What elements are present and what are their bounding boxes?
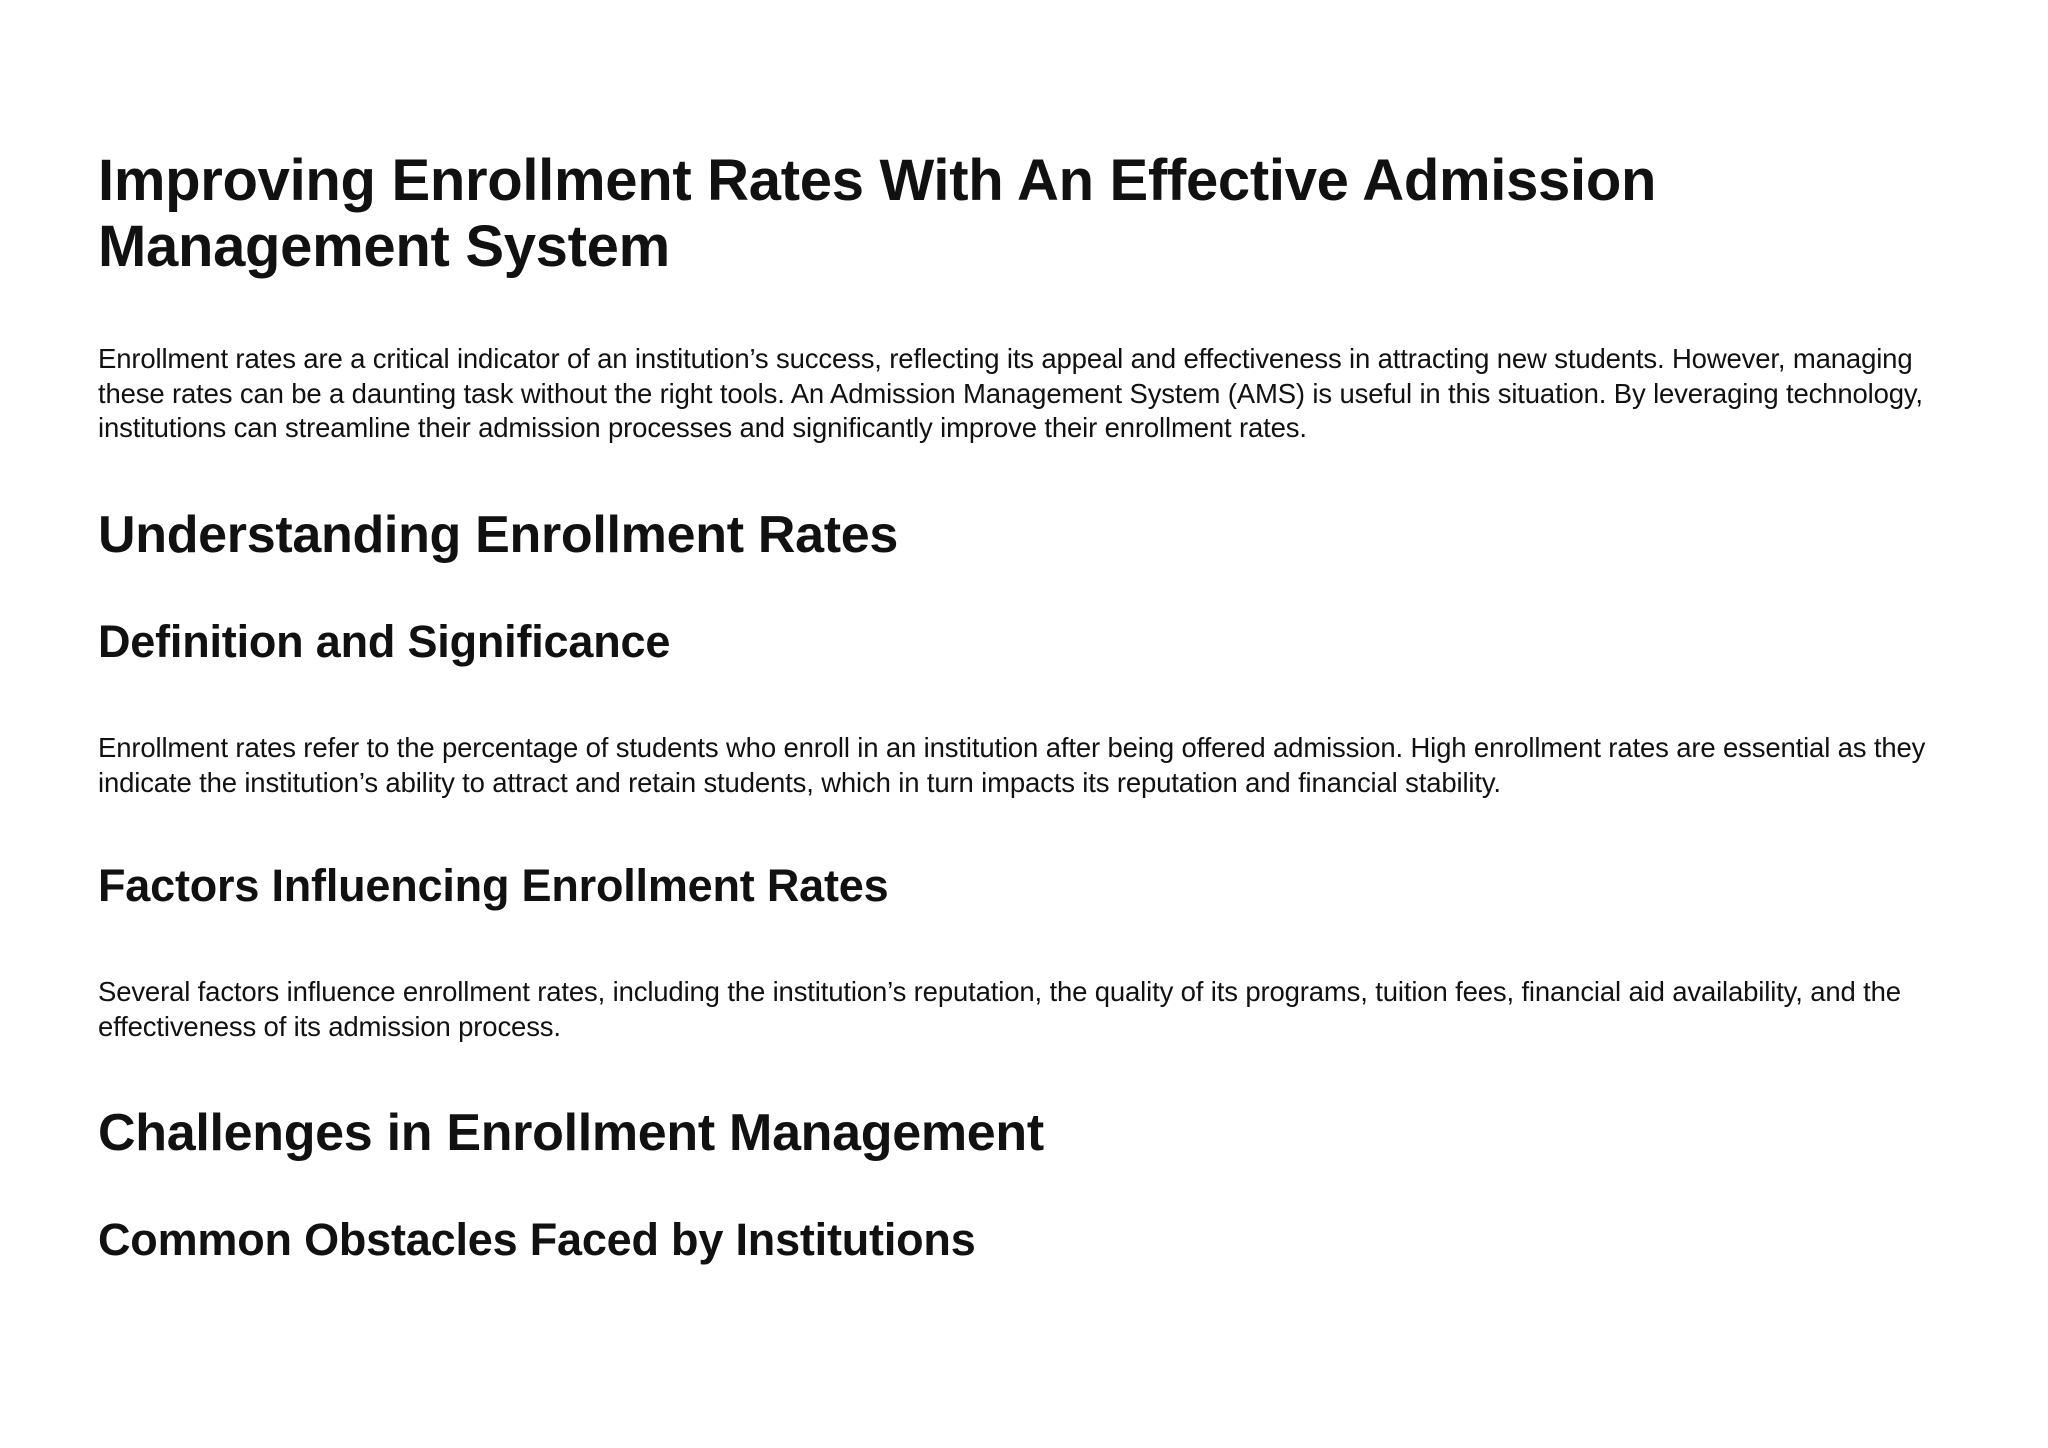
section-heading-understanding-enrollment-rates: Understanding Enrollment Rates [98, 506, 898, 564]
document-title: Improving Enrollment Rates With An Effective Admission Management System [98, 148, 1657, 279]
subsection-heading-common-obstacles: Common Obstacles Faced by Institutions [98, 1214, 976, 1265]
factors-paragraph: Several factors influence enrollment rates, including the institution’s reputation, the quality of its programs, tuition fees, financial aid availability, and the effectiveness of its admission process. [98, 976, 1901, 1042]
subsection-heading-definition-and-significance: Definition and Significance [98, 616, 671, 667]
section-heading-challenges: Challenges in Enrollment Management [98, 1104, 1044, 1162]
definition-paragraph: Enrollment rates refer to the percentage of students who enroll in an institution after being offered admission. High enrollment rates are essential as they indicate the institution’s ability to attract and retain students, which in turn impacts its reputation and financial stability. [98, 732, 1926, 798]
subsection-heading-factors-influencing: Factors Influencing Enrollment Rates [98, 860, 889, 911]
intro-paragraph: Enrollment rates are a critical indicator of an institution’s success, reflecting its appeal and effectiveness in attracting new students. However, managing these rates can be a daunting task without the right tools. An Admission Management System (AMS) is useful in this situation. By leveraging technology, institutions can streamline their admission processes and significantly improve their enrollment rates. [98, 343, 1923, 443]
